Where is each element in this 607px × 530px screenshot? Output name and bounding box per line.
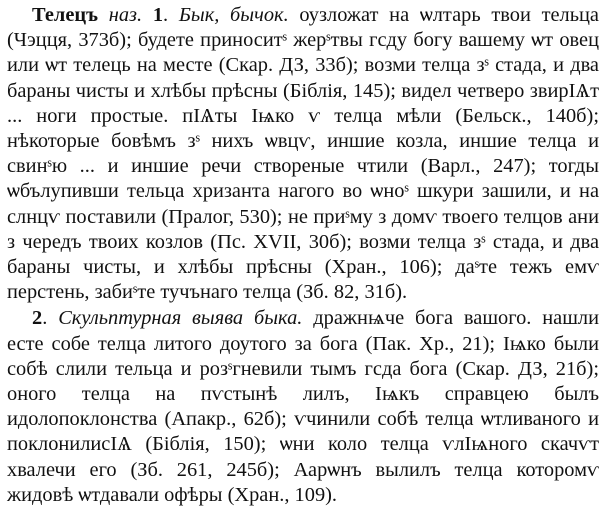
sense-2-citations: дражнѩче бога вашого. нашли есте собе телца литого доутого за бога (Пак. Хр., 21); Іѩко были собѣ слили тельца и розˢгневили тымъ гсда бога (Скар. ДЗ, 21б); оного телца на пѵстынѣ лилъ, Іѩкъ справцею былъ идолопоклонства (Апакр., 62б); ѵчинили собѣ телца ѡтливаного и поклонилисІѦ (Біблія, 150); ѡни коло телца ѵлІѩного скачѵт хвалечи его (Зб. 261, 245б); Аарѡнъ вылилъ телца которомѵ жидовѣ ѡтдавали офѣры (Хран., 109). (7, 307, 599, 506)
headword: Телецъ (32, 4, 99, 26)
sense-2-gloss: Скульптурная выява быка. (58, 307, 303, 330)
part-of-speech: наз. (108, 4, 143, 26)
sense-2-number: 2 (32, 307, 43, 330)
sense-1-number: 1 (152, 4, 164, 26)
sense-1-paragraph: Телецъ наз. 1. Бык, бычок. оузложат на ѡлтарь твои тельца (Чэцця, 373б); будете приноситˢ жерˢтвы гсду богу вашему ѡт овец или ѡт телець на месте (Скар. ДЗ, 33б); возми телца зˢ стада, и два бараны чисты и хлѣбы прѣсны (Біблія, 145); видел четверо звирІѦт ... ноги простые. пІѦты Іѩко ѵ телца мѣли (Бельск., 140б); нѣкоторые бовѣмъ зˢ нихъ ѡвцѵ, иншие козла, иншие телца и свинˢю ... и иншие речи створеные чтили (Варл., 247); тогды ѡбълупивши тельца хризанта нагого во ѡноˢ шкури зашили, и на слнцѵ поставили (Пралог, 530); не приˢму з домѵ твоего телцов ани з чередъ твоих козлов (Пс. XVII, 30б); возми телца зˢ стада, и два бараны чисты, и хлѣбы прѣсны (Хран., 106); даˢте тежъ емѵ перстень, забиˢте тучънаго телца (Зб. 82, 31б). (7, 4, 599, 304)
dictionary-entry (7, 3, 599, 508)
sense-2-paragraph: 2. Скульптурная выява быка. дражнѩче бога вашого. нашли есте собе телца литого доутого за бога (Пак. Хр., 21); Іѩко были собѣ слили тельца и розˢгневили тымъ гсда бога (Скар. ДЗ, 21б); оного телца на пѵстынѣ лилъ, Іѩкъ справцею былъ идолопоклонства (Апакр., 62б); ѵчинили собѣ телца ѡтливаного и поклонилисІѦ (Біблія, 150); ѡни коло телца ѵлІѩного скачѵт хвалечи его (Зб. 261, 245б); Аарѡнъ вылилъ телца которомѵ жидовѣ ѡтдавали офѣры (Хран., 109). (7, 307, 599, 506)
sense-1-citations: оузложат на ѡлтарь твои тельца (Чэцця, 373б); будете приноситˢ жерˢтвы гсду богу вашему ѡт овец или ѡт телець на месте (Скар. ДЗ, 33б); возми телца зˢ стада, и два бараны чисты и хлѣбы прѣсны (Біблія, 145); видел четверо звирІѦт ... ноги простые. пІѦты Іѩко ѵ телца мѣли (Бельск., 140б); нѣкоторые бовѣмъ зˢ нихъ ѡвцѵ, иншие козла, иншие телца и свинˢю ... и иншие речи створеные чтили (Варл., 247); тогды ѡбълупивши тельца хризанта нагого во ѡноˢ шкури зашили, и на слнцѵ поставили (Пралог, 530); не приˢму з домѵ твоего телцов ани з чередъ твоих козлов (Пс. XVII, 30б); возми телца зˢ стада, и два бараны чисты, и хлѣбы прѣсны (Хран., 106); даˢте тежъ емѵ перстень, забиˢте тучънаго телца (Зб. 82, 31б). (7, 4, 599, 304)
sense-1-gloss: Бык, бычок. (178, 4, 289, 26)
dictionary-page (7, 3, 599, 508)
